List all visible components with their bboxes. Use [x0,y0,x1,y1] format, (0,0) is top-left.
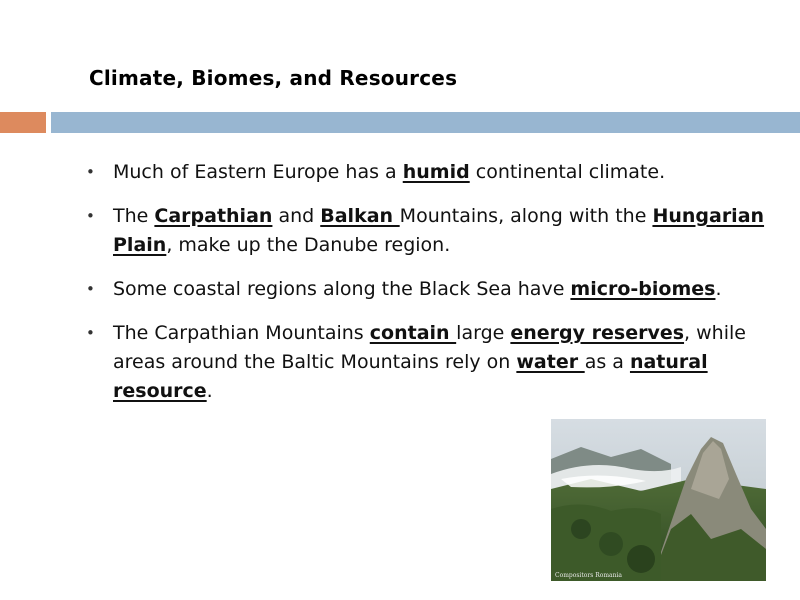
bullet-text: as a [584,351,630,373]
key-term: natural resource [113,351,708,402]
slide-title: Climate, Biomes, and Resources [89,66,458,90]
key-term: water [516,351,585,373]
key-term: Carpathian [154,205,273,227]
bullet-text: continental climate. [469,161,666,183]
bullet-item [86,202,766,260]
bullet-text: Mountains, along with the [399,205,653,227]
bullet-text: Much of Eastern Europe has a [113,161,403,183]
key-term: humid [402,161,470,183]
key-term: micro-biomes [570,278,716,300]
accent-bar-blue [51,112,800,133]
key-term: Balkan [320,205,400,227]
bullet-text: . [715,278,722,300]
bullet-list [86,158,766,421]
bullet-text: large [456,322,511,344]
bullet-text: , while areas around the Baltic Mountains rely on [113,322,746,373]
bullet-text: The Carpathian Mountains [113,322,370,344]
bullet-text: . [206,380,213,402]
bullet-text: and [272,205,321,227]
bullet-text: The [113,205,155,227]
accent-bar-orange [0,112,46,133]
key-term: Hungarian Plain [113,205,765,256]
bullet-item [86,319,766,406]
mountain-photo [551,419,766,581]
bullet-item [86,158,766,187]
bullet-text: Some coastal regions along the Black Sea have [113,278,571,300]
bullet-item [86,275,766,304]
bullet-text: , make up the Danube region. [166,234,451,256]
photo-caption: Сompositors Romania [555,572,622,579]
key-term: contain [369,322,457,344]
mountain-photo-drawing [551,419,766,581]
key-term: energy reserves [510,322,685,344]
